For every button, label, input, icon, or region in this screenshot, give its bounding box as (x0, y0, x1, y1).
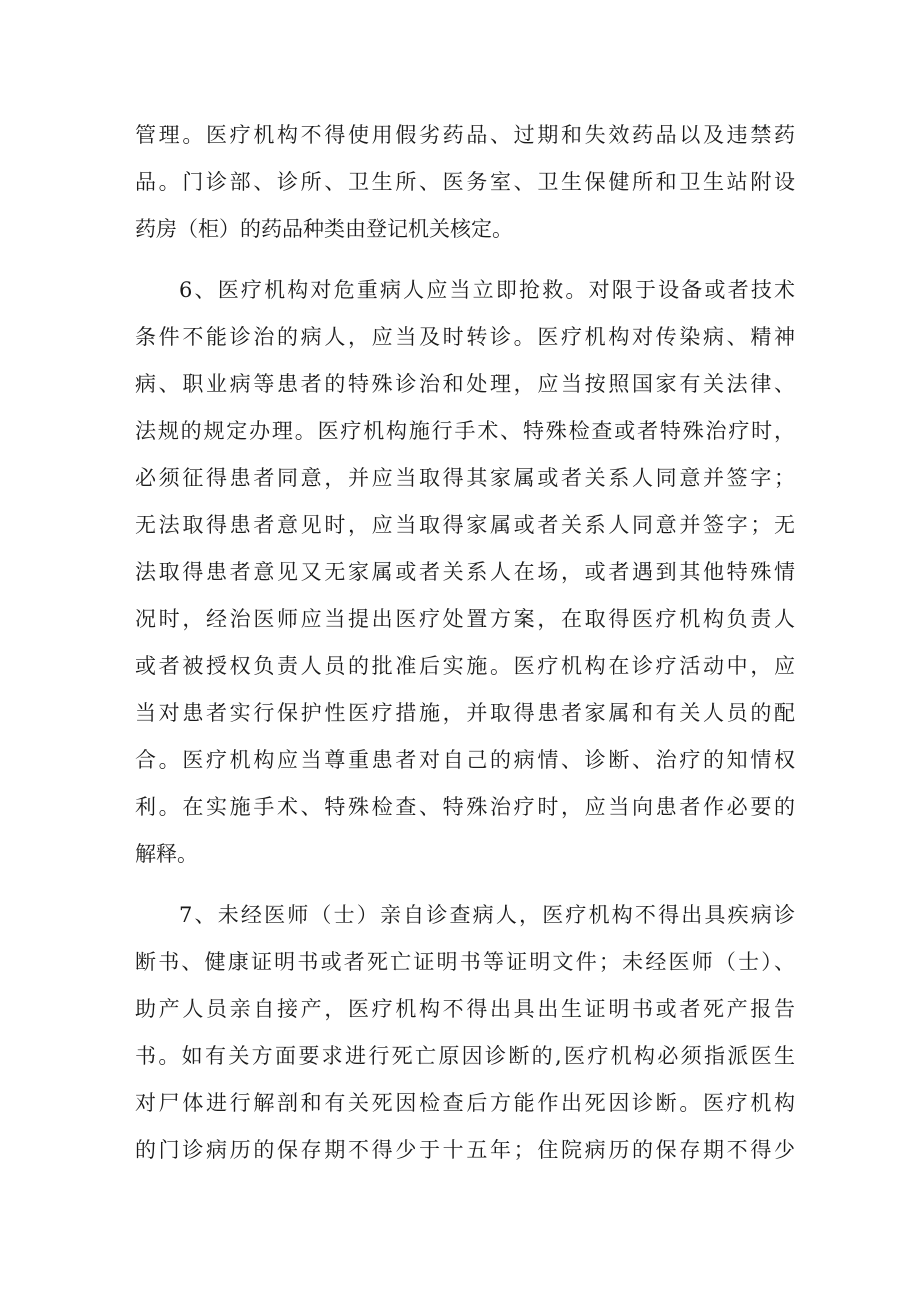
paragraph-item-6 (135, 267, 795, 878)
paragraph-line: 药房（柜）的药品种类由登记机关核定。 (135, 217, 513, 241)
paragraph-spacer (135, 253, 795, 267)
paragraph-item-7 (135, 892, 795, 1174)
paragraph-line: 病、职业病等患者的特殊诊治和处理，应当按照国家有关法律、 (135, 372, 795, 396)
paragraph-line: 当对患者实行保护性医疗措施，并取得患者家属和有关人员的配 (135, 701, 795, 725)
paragraph-spacer (135, 878, 795, 892)
paragraph-line: 况时，经治医师应当提出医疗处置方案，在取得医疗机构负责人 (135, 607, 795, 631)
paragraph-line: 断书、健康证明书或者死亡证明书等证明文件；未经医师（士）、 (135, 950, 795, 974)
paragraph-line: 或者被授权负责人员的批准后实施。医疗机构在诊疗活动中，应 (135, 654, 795, 678)
paragraph-line: 解释。 (135, 842, 198, 866)
paragraph-line: 的门诊病历的保存期不得少于十五年；住院病历的保存期不得少 (135, 1138, 795, 1162)
paragraph-line: 助产人员亲自接产，医疗机构不得出具出生证明书或者死产报告 (135, 997, 795, 1021)
paragraph-line: 法规的规定办理。医疗机构施行手术、特殊检查或者特殊治疗时， (135, 419, 795, 443)
paragraph-line: 合。医疗机构应当尊重患者对自己的病情、诊断、治疗的知情权 (135, 748, 795, 772)
paragraph-line: 条件不能诊治的病人，应当及时转诊。医疗机构对传染病、精神 (135, 325, 795, 349)
paragraph-line: 6、医疗机构对危重病人应当立即抢救。对限于设备或者技术 (179, 278, 795, 302)
paragraph-line: 法取得患者意见又无家属或者关系人在场，或者遇到其他特殊情 (135, 560, 795, 584)
paragraph-line: 利。在实施手术、特殊检查、特殊治疗时，应当向患者作必要的 (135, 795, 795, 819)
paragraph-line: 管理。医疗机构不得使用假劣药品、过期和失效药品以及违禁药 (135, 123, 795, 147)
paragraph-line: 对尸体进行解剖和有关死因检查后方能作出死因诊断。医疗机构 (135, 1091, 795, 1115)
paragraph-line: 7、未经医师（士）亲自诊查病人，医疗机构不得出具疾病诊 (179, 903, 795, 927)
paragraph-line: 无法取得患者意见时，应当取得家属或者关系人同意并签字；无 (135, 513, 795, 537)
document-body (135, 112, 795, 1174)
paragraph-drug-management (135, 112, 795, 253)
paragraph-line: 必须征得患者同意，并应当取得其家属或者关系人同意并签字； (135, 466, 795, 490)
paragraph-line: 品。门诊部、诊所、卫生所、医务室、卫生保健所和卫生站附设 (135, 170, 795, 194)
paragraph-line: 书。如有关方面要求进行死亡原因诊断的,医疗机构必须指派医生 (135, 1044, 795, 1068)
